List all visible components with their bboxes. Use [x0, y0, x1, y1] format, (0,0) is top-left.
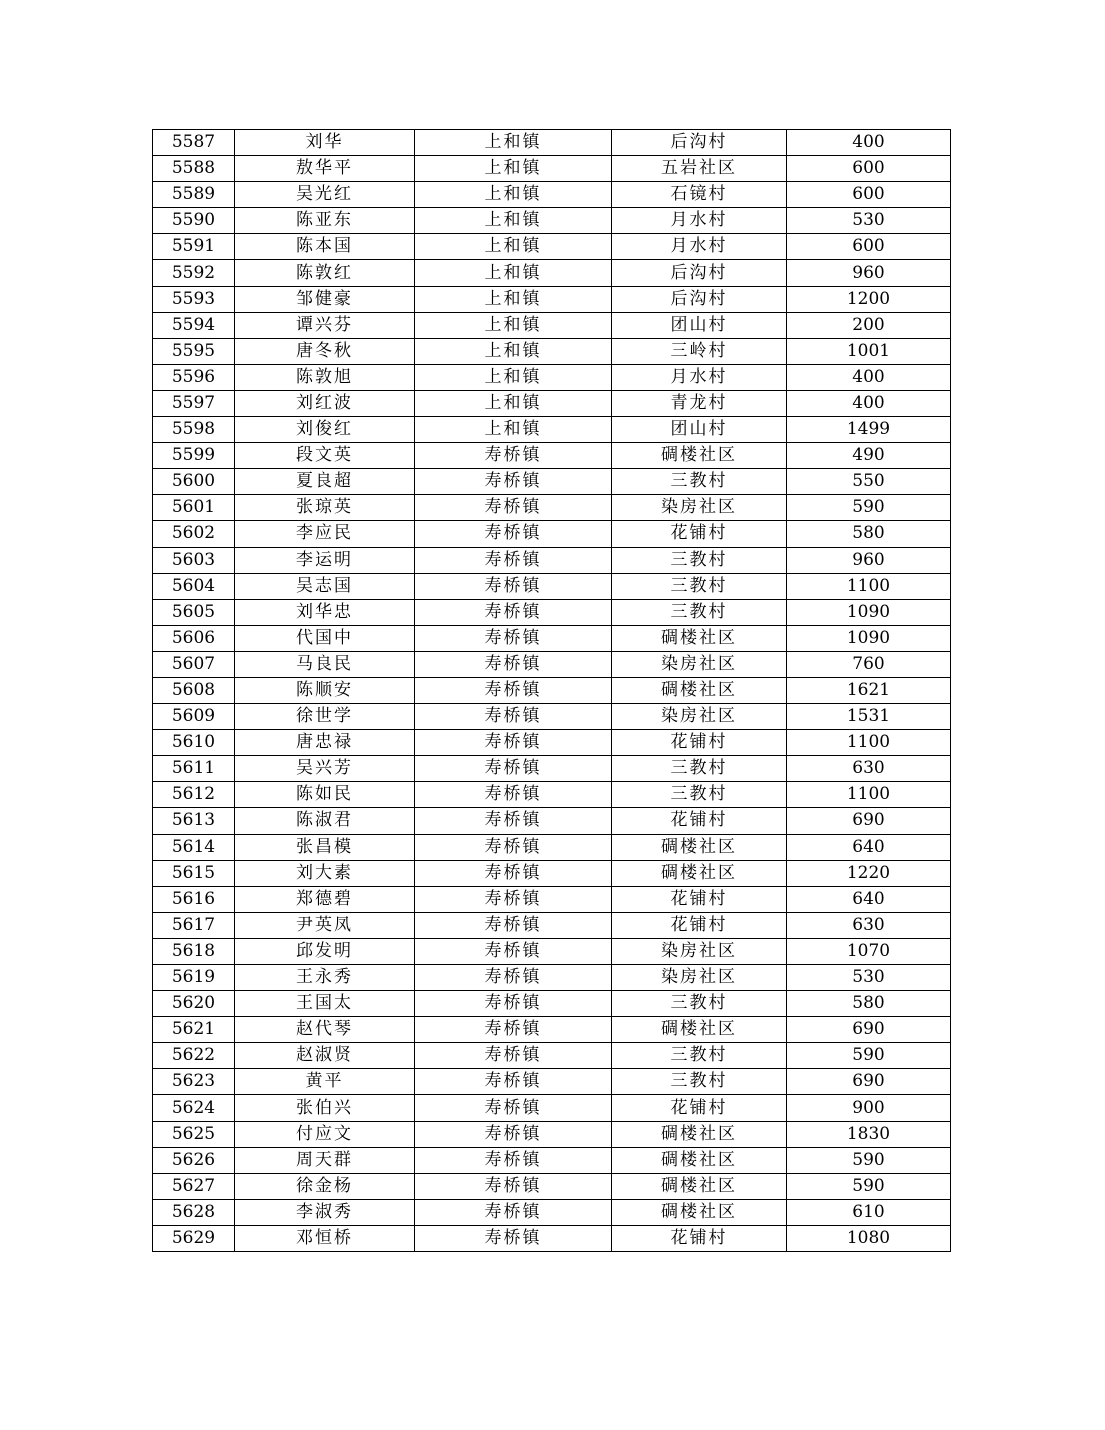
village-cell: 三教村	[612, 756, 787, 782]
table-row	[153, 808, 951, 834]
row-id-cell: 5619	[153, 965, 235, 991]
roster-table-body	[153, 130, 951, 1252]
row-id-cell: 5604	[153, 573, 235, 599]
amount-cell: 900	[787, 1095, 951, 1121]
row-id-cell: 5592	[153, 260, 235, 286]
table-row	[153, 495, 951, 521]
row-id-cell: 5594	[153, 312, 235, 338]
town-cell: 寿桥镇	[415, 886, 612, 912]
table-row	[153, 782, 951, 808]
table-row	[153, 834, 951, 860]
town-cell: 寿桥镇	[415, 1121, 612, 1147]
row-id-cell: 5599	[153, 443, 235, 469]
village-cell: 染房社区	[612, 965, 787, 991]
town-cell: 寿桥镇	[415, 1199, 612, 1225]
table-row	[153, 312, 951, 338]
table-row	[153, 182, 951, 208]
table-row	[153, 912, 951, 938]
row-id-cell: 5621	[153, 1017, 235, 1043]
person-name-cell: 张伯兴	[235, 1095, 415, 1121]
amount-cell: 1220	[787, 860, 951, 886]
village-cell: 碉楼社区	[612, 1199, 787, 1225]
person-name-cell: 邹健豪	[235, 286, 415, 312]
village-cell: 碉楼社区	[612, 1173, 787, 1199]
village-cell: 染房社区	[612, 938, 787, 964]
person-name-cell: 刘俊红	[235, 417, 415, 443]
table-row	[153, 443, 951, 469]
town-cell: 寿桥镇	[415, 965, 612, 991]
row-id-cell: 5587	[153, 130, 235, 156]
town-cell: 寿桥镇	[415, 573, 612, 599]
table-row	[153, 260, 951, 286]
town-cell: 上和镇	[415, 338, 612, 364]
village-cell: 染房社区	[612, 495, 787, 521]
row-id-cell: 5589	[153, 182, 235, 208]
village-cell: 三教村	[612, 1043, 787, 1069]
town-cell: 寿桥镇	[415, 495, 612, 521]
town-cell: 寿桥镇	[415, 677, 612, 703]
table-row	[153, 390, 951, 416]
person-name-cell: 陈敦红	[235, 260, 415, 286]
town-cell: 上和镇	[415, 312, 612, 338]
amount-cell: 590	[787, 1147, 951, 1173]
town-cell: 寿桥镇	[415, 756, 612, 782]
person-name-cell: 夏良超	[235, 469, 415, 495]
person-name-cell: 吴志国	[235, 573, 415, 599]
person-name-cell: 张琼英	[235, 495, 415, 521]
row-id-cell: 5625	[153, 1121, 235, 1147]
town-cell: 上和镇	[415, 260, 612, 286]
amount-cell: 1100	[787, 730, 951, 756]
person-name-cell: 郑德碧	[235, 886, 415, 912]
town-cell: 上和镇	[415, 182, 612, 208]
row-id-cell: 5598	[153, 417, 235, 443]
table-row	[153, 234, 951, 260]
table-row	[153, 730, 951, 756]
amount-cell: 1499	[787, 417, 951, 443]
table-row	[153, 469, 951, 495]
table-row	[153, 1199, 951, 1225]
person-name-cell: 段文英	[235, 443, 415, 469]
town-cell: 上和镇	[415, 390, 612, 416]
amount-cell: 580	[787, 521, 951, 547]
table-row	[153, 625, 951, 651]
village-cell: 三教村	[612, 599, 787, 625]
amount-cell: 1200	[787, 286, 951, 312]
row-id-cell: 5597	[153, 390, 235, 416]
amount-cell: 640	[787, 834, 951, 860]
town-cell: 寿桥镇	[415, 1173, 612, 1199]
row-id-cell: 5600	[153, 469, 235, 495]
village-cell: 月水村	[612, 364, 787, 390]
village-cell: 团山村	[612, 312, 787, 338]
town-cell: 上和镇	[415, 364, 612, 390]
person-name-cell: 徐世学	[235, 704, 415, 730]
person-name-cell: 周天群	[235, 1147, 415, 1173]
village-cell: 碉楼社区	[612, 1121, 787, 1147]
village-cell: 染房社区	[612, 651, 787, 677]
person-name-cell: 敖华平	[235, 156, 415, 182]
row-id-cell: 5591	[153, 234, 235, 260]
person-name-cell: 陈本国	[235, 234, 415, 260]
table-row	[153, 756, 951, 782]
row-id-cell: 5623	[153, 1069, 235, 1095]
person-name-cell: 邱发明	[235, 938, 415, 964]
town-cell: 寿桥镇	[415, 469, 612, 495]
row-id-cell: 5588	[153, 156, 235, 182]
person-name-cell: 黄平	[235, 1069, 415, 1095]
row-id-cell: 5606	[153, 625, 235, 651]
table-row	[153, 860, 951, 886]
town-cell: 寿桥镇	[415, 991, 612, 1017]
table-row	[153, 1225, 951, 1251]
row-id-cell: 5627	[153, 1173, 235, 1199]
row-id-cell: 5613	[153, 808, 235, 834]
village-cell: 团山村	[612, 417, 787, 443]
town-cell: 上和镇	[415, 156, 612, 182]
amount-cell: 690	[787, 1017, 951, 1043]
amount-cell: 550	[787, 469, 951, 495]
village-cell: 花铺村	[612, 521, 787, 547]
village-cell: 三教村	[612, 1069, 787, 1095]
village-cell: 染房社区	[612, 704, 787, 730]
row-id-cell: 5601	[153, 495, 235, 521]
town-cell: 寿桥镇	[415, 912, 612, 938]
amount-cell: 400	[787, 364, 951, 390]
amount-cell: 1080	[787, 1225, 951, 1251]
row-id-cell: 5614	[153, 834, 235, 860]
person-name-cell: 赵淑贤	[235, 1043, 415, 1069]
town-cell: 寿桥镇	[415, 547, 612, 573]
amount-cell: 960	[787, 547, 951, 573]
person-name-cell: 刘红波	[235, 390, 415, 416]
town-cell: 上和镇	[415, 417, 612, 443]
table-row	[153, 286, 951, 312]
person-name-cell: 陈顺安	[235, 677, 415, 703]
row-id-cell: 5620	[153, 991, 235, 1017]
row-id-cell: 5607	[153, 651, 235, 677]
town-cell: 寿桥镇	[415, 834, 612, 860]
table-row	[153, 130, 951, 156]
amount-cell: 590	[787, 1173, 951, 1199]
town-cell: 寿桥镇	[415, 1069, 612, 1095]
town-cell: 上和镇	[415, 286, 612, 312]
row-id-cell: 5602	[153, 521, 235, 547]
village-cell: 碉楼社区	[612, 625, 787, 651]
row-id-cell: 5605	[153, 599, 235, 625]
amount-cell: 690	[787, 808, 951, 834]
row-id-cell: 5615	[153, 860, 235, 886]
amount-cell: 200	[787, 312, 951, 338]
town-cell: 寿桥镇	[415, 651, 612, 677]
person-name-cell: 尹英凤	[235, 912, 415, 938]
town-cell: 寿桥镇	[415, 782, 612, 808]
amount-cell: 600	[787, 234, 951, 260]
village-cell: 花铺村	[612, 1095, 787, 1121]
town-cell: 寿桥镇	[415, 704, 612, 730]
person-name-cell: 唐冬秋	[235, 338, 415, 364]
person-name-cell: 刘大素	[235, 860, 415, 886]
amount-cell: 1090	[787, 599, 951, 625]
amount-cell: 610	[787, 1199, 951, 1225]
table-row	[153, 1017, 951, 1043]
amount-cell: 1100	[787, 573, 951, 599]
table-row	[153, 677, 951, 703]
amount-cell: 600	[787, 156, 951, 182]
person-name-cell: 谭兴芬	[235, 312, 415, 338]
village-cell: 碉楼社区	[612, 677, 787, 703]
table-row	[153, 1043, 951, 1069]
row-id-cell: 5610	[153, 730, 235, 756]
table-row	[153, 156, 951, 182]
person-name-cell: 付应文	[235, 1121, 415, 1147]
row-id-cell: 5595	[153, 338, 235, 364]
town-cell: 寿桥镇	[415, 1043, 612, 1069]
town-cell: 寿桥镇	[415, 443, 612, 469]
row-id-cell: 5618	[153, 938, 235, 964]
town-cell: 上和镇	[415, 208, 612, 234]
amount-cell: 1001	[787, 338, 951, 364]
village-cell: 三岭村	[612, 338, 787, 364]
table-row	[153, 1095, 951, 1121]
table-row	[153, 547, 951, 573]
amount-cell: 530	[787, 208, 951, 234]
table-row	[153, 651, 951, 677]
amount-cell: 600	[787, 182, 951, 208]
table-row	[153, 521, 951, 547]
amount-cell: 1531	[787, 704, 951, 730]
person-name-cell: 赵代琴	[235, 1017, 415, 1043]
town-cell: 寿桥镇	[415, 1095, 612, 1121]
row-id-cell: 5624	[153, 1095, 235, 1121]
amount-cell: 630	[787, 912, 951, 938]
amount-cell: 490	[787, 443, 951, 469]
amount-cell: 760	[787, 651, 951, 677]
village-cell: 碉楼社区	[612, 1017, 787, 1043]
village-cell: 后沟村	[612, 260, 787, 286]
table-row	[153, 599, 951, 625]
village-cell: 花铺村	[612, 912, 787, 938]
row-id-cell: 5612	[153, 782, 235, 808]
person-name-cell: 吴光红	[235, 182, 415, 208]
table-row	[153, 417, 951, 443]
person-name-cell: 邓恒桥	[235, 1225, 415, 1251]
row-id-cell: 5596	[153, 364, 235, 390]
row-id-cell: 5616	[153, 886, 235, 912]
village-cell: 月水村	[612, 234, 787, 260]
village-cell: 五岩社区	[612, 156, 787, 182]
table-row	[153, 886, 951, 912]
amount-cell: 1621	[787, 677, 951, 703]
roster-table	[152, 129, 951, 1252]
amount-cell: 640	[787, 886, 951, 912]
town-cell: 寿桥镇	[415, 730, 612, 756]
village-cell: 后沟村	[612, 130, 787, 156]
person-name-cell: 马良民	[235, 651, 415, 677]
table-row	[153, 938, 951, 964]
table-row	[153, 208, 951, 234]
person-name-cell: 陈淑君	[235, 808, 415, 834]
town-cell: 上和镇	[415, 130, 612, 156]
town-cell: 寿桥镇	[415, 808, 612, 834]
table-row	[153, 338, 951, 364]
table-row	[153, 364, 951, 390]
person-name-cell: 王永秀	[235, 965, 415, 991]
table-row	[153, 573, 951, 599]
person-name-cell: 陈亚东	[235, 208, 415, 234]
amount-cell: 400	[787, 390, 951, 416]
person-name-cell: 李运明	[235, 547, 415, 573]
amount-cell: 590	[787, 495, 951, 521]
village-cell: 青龙村	[612, 390, 787, 416]
village-cell: 花铺村	[612, 730, 787, 756]
row-id-cell: 5629	[153, 1225, 235, 1251]
person-name-cell: 刘华	[235, 130, 415, 156]
person-name-cell: 吴兴芳	[235, 756, 415, 782]
table-row	[153, 1173, 951, 1199]
village-cell: 花铺村	[612, 886, 787, 912]
village-cell: 三教村	[612, 573, 787, 599]
amount-cell: 400	[787, 130, 951, 156]
row-id-cell: 5628	[153, 1199, 235, 1225]
village-cell: 月水村	[612, 208, 787, 234]
village-cell: 碉楼社区	[612, 860, 787, 886]
row-id-cell: 5626	[153, 1147, 235, 1173]
amount-cell: 530	[787, 965, 951, 991]
town-cell: 寿桥镇	[415, 625, 612, 651]
village-cell: 花铺村	[612, 1225, 787, 1251]
amount-cell: 960	[787, 260, 951, 286]
row-id-cell: 5603	[153, 547, 235, 573]
table-row	[153, 965, 951, 991]
town-cell: 寿桥镇	[415, 1017, 612, 1043]
person-name-cell: 陈敦旭	[235, 364, 415, 390]
row-id-cell: 5617	[153, 912, 235, 938]
village-cell: 碉楼社区	[612, 1147, 787, 1173]
person-name-cell: 陈如民	[235, 782, 415, 808]
town-cell: 寿桥镇	[415, 599, 612, 625]
table-row	[153, 1069, 951, 1095]
town-cell: 寿桥镇	[415, 1225, 612, 1251]
amount-cell: 590	[787, 1043, 951, 1069]
person-name-cell: 代国中	[235, 625, 415, 651]
amount-cell: 690	[787, 1069, 951, 1095]
amount-cell: 1090	[787, 625, 951, 651]
village-cell: 三教村	[612, 782, 787, 808]
person-name-cell: 刘华忠	[235, 599, 415, 625]
town-cell: 寿桥镇	[415, 938, 612, 964]
village-cell: 石镜村	[612, 182, 787, 208]
table-row	[153, 991, 951, 1017]
row-id-cell: 5611	[153, 756, 235, 782]
village-cell: 花铺村	[612, 808, 787, 834]
person-name-cell: 张昌模	[235, 834, 415, 860]
village-cell: 三教村	[612, 547, 787, 573]
town-cell: 寿桥镇	[415, 521, 612, 547]
table-row	[153, 1121, 951, 1147]
person-name-cell: 徐金杨	[235, 1173, 415, 1199]
row-id-cell: 5608	[153, 677, 235, 703]
amount-cell: 580	[787, 991, 951, 1017]
row-id-cell: 5593	[153, 286, 235, 312]
table-row	[153, 704, 951, 730]
table-row	[153, 1147, 951, 1173]
amount-cell: 1070	[787, 938, 951, 964]
village-cell: 碉楼社区	[612, 834, 787, 860]
town-cell: 寿桥镇	[415, 860, 612, 886]
amount-cell: 630	[787, 756, 951, 782]
village-cell: 三教村	[612, 469, 787, 495]
person-name-cell: 王国太	[235, 991, 415, 1017]
village-cell: 碉楼社区	[612, 443, 787, 469]
person-name-cell: 唐忠禄	[235, 730, 415, 756]
village-cell: 三教村	[612, 991, 787, 1017]
village-cell: 后沟村	[612, 286, 787, 312]
row-id-cell: 5609	[153, 704, 235, 730]
amount-cell: 1830	[787, 1121, 951, 1147]
town-cell: 寿桥镇	[415, 1147, 612, 1173]
amount-cell: 1100	[787, 782, 951, 808]
row-id-cell: 5590	[153, 208, 235, 234]
row-id-cell: 5622	[153, 1043, 235, 1069]
person-name-cell: 李应民	[235, 521, 415, 547]
person-name-cell: 李淑秀	[235, 1199, 415, 1225]
town-cell: 上和镇	[415, 234, 612, 260]
